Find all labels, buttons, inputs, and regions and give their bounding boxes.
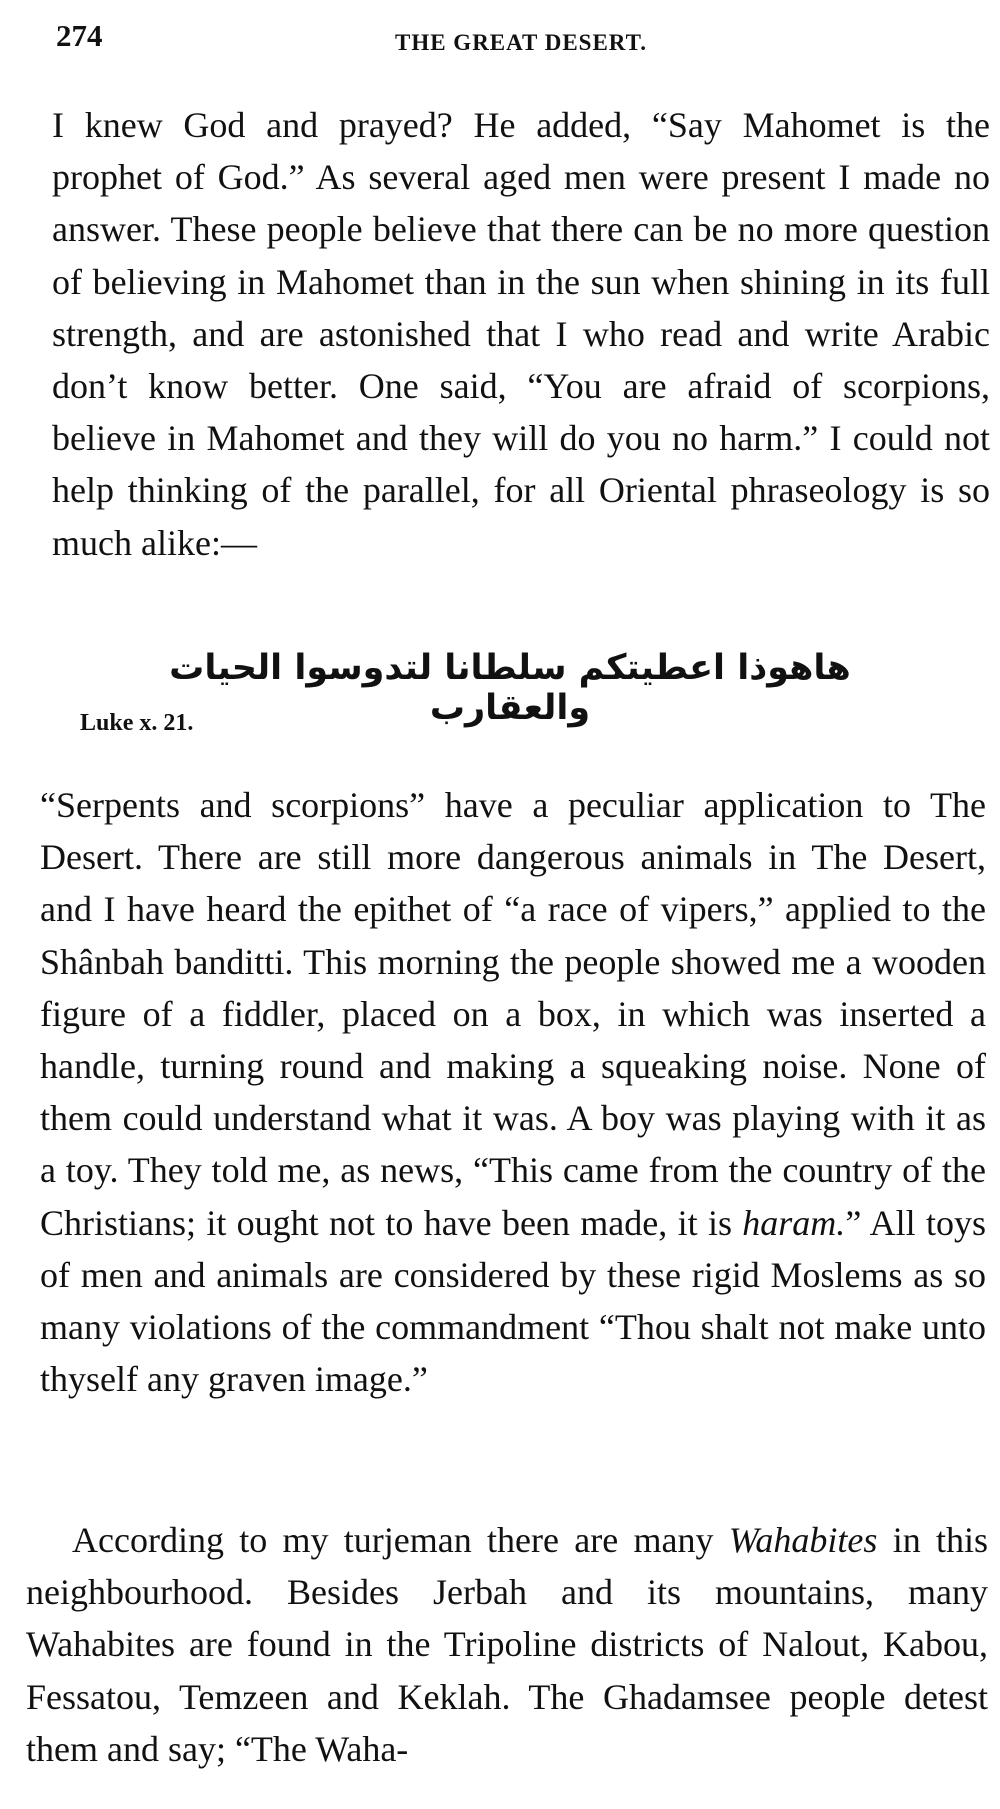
paragraph-3 — [26, 1514, 988, 1775]
paragraph-2-text-a: “Serpents and scorpions” have a peculiar application to The Desert. There are still more dangerous animals in The Desert, and I have heard the epithet of “a race of vipers,” applied to the Shânbah banditti. This morning the people showed me a wooden figure of a fiddler, placed on a box, in which was inserted a handle, turning round and making a squeaking noise. None of them could understand what it was. A boy was playing with it as a toy. They told me, as news, “This came from the country of the Christians; it ought not to have been made, it is — [40, 785, 986, 1243]
paragraph-3-text-b: in this neighbourhood. Besides Jerbah and its mountains, many Wahabites are found in the Tripoline districts of Nalout, Kabou, Fessatou, Temzeen and Keklah. The Ghadamsee people detest them and say; “The Waha- — [26, 1520, 988, 1769]
paragraph-3-text-a: According to my turjeman there are many — [72, 1520, 729, 1560]
italic-word-haram: haram. — [742, 1202, 846, 1243]
paragraph-2-text-b: ” All toys of men and animals are considered by these rigid Moslems as so many violations of the commandment “Thou shalt not make unto thyself any graven image.” — [40, 1202, 986, 1400]
paragraph-1: I knew God and prayed? He added, “Say Mahomet is the prophet of God.” As several aged men were present I made no answer. These people believe that there can be no more question of believing in Mahomet than in the sun when shining in its full strength, and are astonished that I who read and write Arabic don’t know better. One said, “You are afraid of scorpions, believe in Mahomet and they will do you no harm.” I could not help thinking of the parallel, for all Oriental phraseology is so much alike:— — [52, 105, 990, 563]
page-number: 274 — [56, 18, 103, 53]
arabic-quote: هاهوذا اعطيتكم سلطانا لتدوسوا الحيات والعقارب — [169, 648, 851, 728]
running-head: THE GREAT DESERT. — [394, 30, 647, 55]
citation: Luke x. 21. — [80, 710, 194, 736]
page-header — [56, 18, 946, 68]
italic-word-wahabites: Wahabites — [728, 1520, 878, 1560]
paragraph-2 — [40, 779, 986, 1405]
